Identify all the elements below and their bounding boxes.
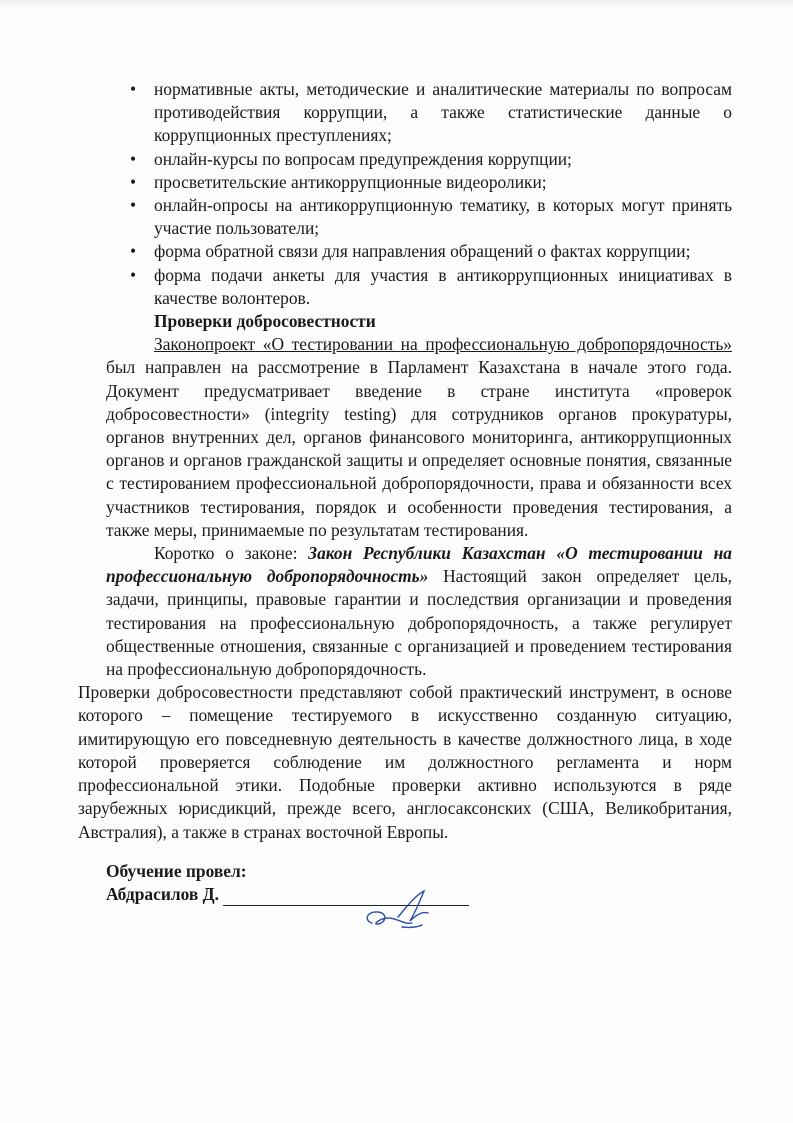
bullet-list: [106, 78, 732, 310]
list-item: [106, 194, 732, 240]
bullet-icon: •: [130, 241, 137, 262]
paragraph-bill: [106, 333, 732, 542]
list-item: [106, 264, 732, 310]
bullet-icon: •: [130, 148, 137, 169]
paragraph-integrity-checks: Проверки добросовестности представляют собой практический инструмент, в основе которого – помещение тестируемого в искусственно созданную ситуацию, имитирующую его повседневную деятельность в качестве должностного лица, в ходе которой проверяется соблюдение им должностного регламента и норм профессиональной этики. Подобные проверки активно используются в ряде зарубежных юрисдикций, прежде всего, англосаксонских (США, Великобритания, Австралия), а также в странах восточной Европы.: [78, 682, 732, 842]
list-item-text: просветительские антикоррупционные видеоролики;: [154, 171, 547, 192]
signature-row: [106, 883, 469, 906]
bullet-icon: •: [130, 79, 137, 99]
list-item-text: онлайн-курсы по вопросам предупреждения коррупции;: [154, 148, 572, 169]
list-item-text: форма подачи анкеты для участия в антикоррупционных инициативах в качестве волонтеров.: [154, 264, 732, 308]
paragraph-text: Настоящий закон определяет цель, задачи, принципы, правовые гарантии и последствия организации и проведения тестирования на профессиональную добропорядочность, а также регулирует общественные отношения, связанные с организацией и проведением тестирования на профессиональную добропорядочность.: [106, 566, 732, 680]
signer-name: Абдрасилов Д.: [106, 884, 219, 904]
paragraph-text: был направлен на рассмотрение в Парламент Казахстана в начале этого года. Документ предусматривает введение в стране института «проверок добросовестности» (integrity testing) для сотрудников органов прокуратуры, органов внутренних дел, органов финансового мониторинга, антикоррупционных органов и органов гражданской защиты и определяет основные понятия, связанные с тестированием профессиональной добропорядочности, права и обязанности всех участников тестирования, порядок и особенности проведения тестирования, а также меры, принимаемые по результатам тестирования.: [106, 357, 732, 540]
list-item: [106, 240, 732, 263]
paragraph-lead: Коротко о законе:: [154, 543, 309, 564]
bullet-icon: •: [130, 195, 137, 216]
bullet-icon: •: [130, 171, 137, 192]
bullet-icon: •: [130, 264, 137, 285]
list-item-text: онлайн-опросы на антикоррупционную тематику, в которых могут принять участие пользователи;: [154, 195, 732, 239]
paragraph-law-summary: [106, 542, 732, 681]
bill-title-link: Законопроект «О тестировании на профессиональную добропорядочность»: [154, 334, 732, 355]
list-item: [106, 148, 732, 171]
list-item-text: форма обратной связи для направления обращений о фактах коррупции;: [154, 241, 691, 262]
signature-label: Обучение провел:: [106, 861, 247, 881]
law-title: Закон Республики Казахстан «О тестировании на профессиональную добропорядочность»: [106, 543, 732, 587]
list-item-text: нормативные акты, методические и аналитические материалы по вопросам противодействия коррупции, а также статистические данные о коррупционных преступлениях;: [154, 79, 732, 146]
list-item: [106, 171, 732, 194]
section-heading: Проверки добросовестности: [154, 311, 376, 332]
document-body: [78, 78, 732, 844]
list-item: [106, 78, 732, 148]
handwritten-signature: [358, 887, 448, 933]
scan-edge: [0, 0, 793, 8]
signature-block: [106, 860, 469, 906]
